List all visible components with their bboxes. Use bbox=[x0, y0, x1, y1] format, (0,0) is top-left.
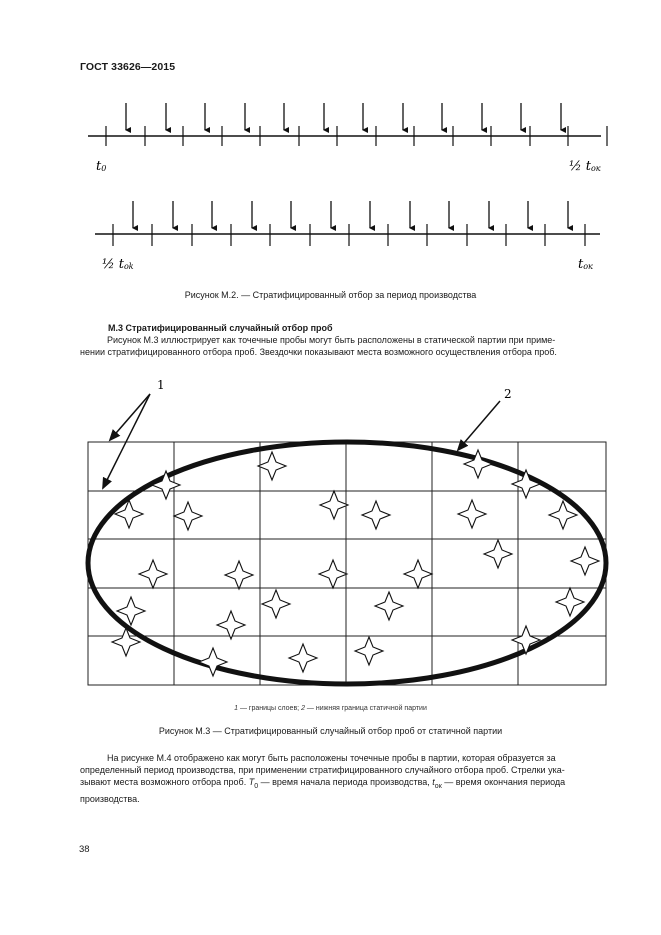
tok-subscript: ок bbox=[434, 782, 442, 790]
sample-star bbox=[404, 560, 432, 588]
sample-star bbox=[571, 547, 599, 575]
sample-star bbox=[225, 561, 253, 589]
figure-m3-diagram bbox=[0, 370, 661, 700]
sample-star bbox=[199, 648, 227, 676]
section-m3-paragraph bbox=[80, 334, 601, 358]
paragraph-m4 bbox=[80, 752, 601, 805]
paragraph-line: На рисунке М.4 отображено как могут быть расположены точечные пробы в партии, которая образуется за bbox=[107, 753, 556, 763]
sample-star bbox=[217, 611, 245, 639]
figure-m3-caption: Рисунок М.3 — Стратифицированный случайный отбор проб от статичной партии bbox=[158, 726, 503, 736]
arrow-1b bbox=[103, 394, 150, 488]
paragraph-line: производства. bbox=[80, 793, 140, 804]
page-number: 38 bbox=[79, 844, 90, 855]
timeline-1-end-label: ½ tок bbox=[569, 159, 601, 174]
legend-num-2: 2 bbox=[301, 705, 305, 712]
legend-num-1: 1 bbox=[234, 705, 239, 712]
timeline-2-start-label: ½ tok bbox=[102, 257, 134, 272]
timeline-1 bbox=[88, 103, 607, 146]
sample-stars bbox=[112, 450, 599, 676]
paragraph-line: зывают места возможного отбора проб. $T_0$ — время начала периода производства, $t_{ок}$ — время окончания периода bbox=[80, 777, 566, 790]
arrow-2 bbox=[458, 401, 500, 450]
t0-symbol: T bbox=[248, 777, 255, 787]
figure-m3-legend bbox=[0, 705, 661, 712]
sample-star bbox=[556, 588, 584, 616]
paragraph-line: нении стратифицированного отбора проб. Звездочки показывают места возможного осуществления отбора проб. bbox=[80, 347, 557, 357]
sample-star bbox=[289, 644, 317, 672]
label-2: 2 bbox=[504, 387, 512, 401]
tok-symbol: t bbox=[432, 777, 435, 787]
sample-star bbox=[512, 626, 540, 654]
sample-star bbox=[458, 500, 486, 528]
section-m3-heading: М.3 Стратифицированный случайный отбор проб bbox=[108, 323, 333, 333]
sample-star bbox=[262, 590, 290, 618]
sample-star bbox=[355, 637, 383, 665]
sample-star bbox=[174, 502, 202, 530]
paragraph-line: Рисунок М.3 иллюстрирует как точечные пробы могут быть расположены в статической партии при приме- bbox=[107, 335, 556, 345]
timeline-2-end-label: tок bbox=[578, 257, 593, 272]
sample-star bbox=[139, 560, 167, 588]
figure-m2-caption: Рисунок М.2. — Стратифицированный отбор за период производства bbox=[184, 290, 477, 300]
legend-text-1: — границы слоев; bbox=[238, 705, 302, 712]
sample-star bbox=[320, 491, 348, 519]
legend-text-2: — нижняя граница статичной партии bbox=[304, 705, 427, 712]
label-1: 1 bbox=[157, 378, 165, 392]
sample-star bbox=[484, 540, 512, 568]
t0-subscript: 0 bbox=[254, 782, 259, 790]
sample-star bbox=[319, 560, 347, 588]
sample-star bbox=[362, 501, 390, 529]
timeline-2 bbox=[95, 201, 600, 246]
sample-star bbox=[375, 592, 403, 620]
paragraph-line: определенный период производства, при применении стратифицированного случайного отбора проб. Стрелки ука- bbox=[80, 765, 565, 775]
sample-star bbox=[512, 470, 540, 498]
sample-star bbox=[152, 471, 180, 499]
document-header: ГОСТ 33626—2015 bbox=[80, 61, 176, 73]
timeline-1-start-label: t0 bbox=[96, 159, 107, 174]
sample-star bbox=[258, 452, 286, 480]
figure-m2-timelines bbox=[0, 0, 661, 300]
